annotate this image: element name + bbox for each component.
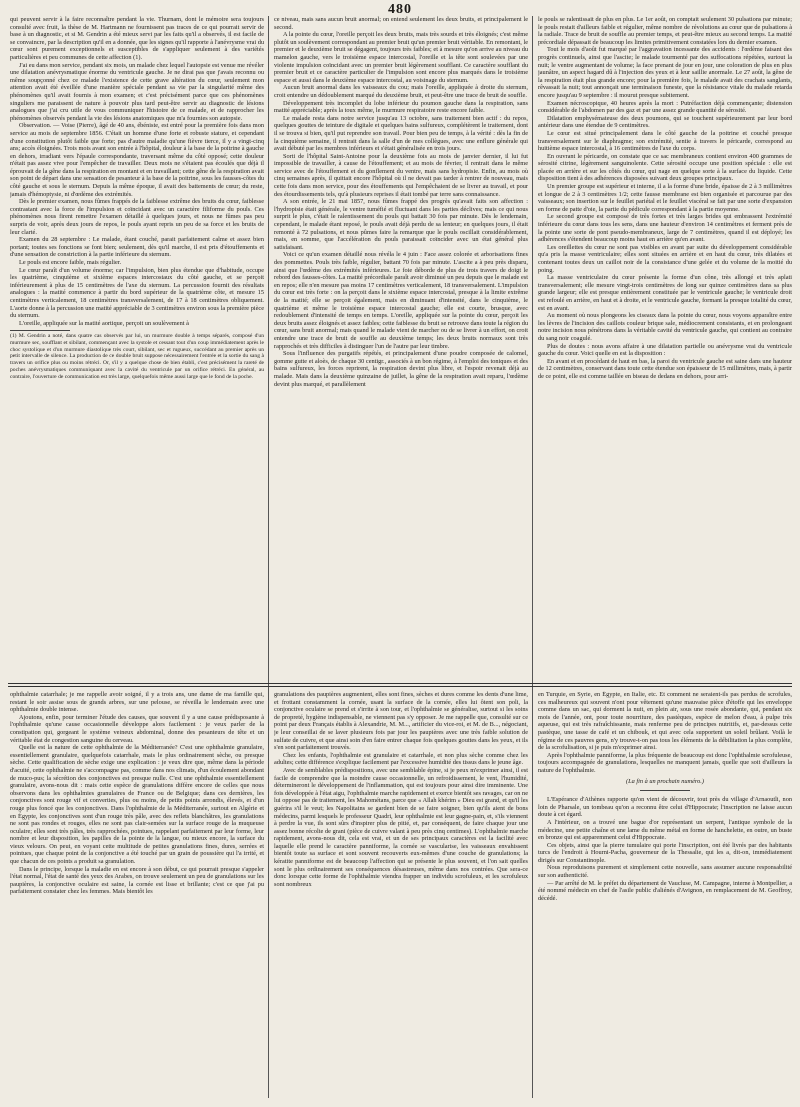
feuilleton-column-2 — [274, 691, 528, 1101]
paragraph: Le cœur paraît d'un volume énorme; car l'impulsion, bien plus étendue que d'habitude, occupe les quatrième, cinquième et sixième espaces intercostaux du côté gauche, et se perçoit inférieurement à plus de 15 centimètres de l'axe du sternum. La percussion fournit des résultats analogues : la matité commence à partir du bord supérieur de la quatrième côte, et mesure 15 centimètres verticalement, 18 centimètres transversalement, de 17 à 18 centimètres obliquement. L'aorte donne à la percussion une matité appréciable de 3 centimètres environ sous la première pièce du sternum. — [10, 266, 264, 320]
continuation-note: (La fin à un prochain numéro.) — [626, 777, 704, 785]
column-divider — [268, 16, 269, 1098]
paragraph: Après l'ophthalmie panniforme, la plus fréquente de beaucoup est donc l'ophthalmie scrofuleuse, toujours accompagnée de granulations, lesquelles ne manquent jamais, quelle que soit d'ailleurs la nature de l'ophthalmie. — [538, 751, 792, 774]
feuilleton-column-1 — [10, 691, 264, 1101]
column-divider — [532, 16, 533, 1098]
section-rule — [8, 686, 792, 687]
paragraph: Quelle est la nature de cette ophthalmie de la Méditerranée? C'est une ophthalmie granulaire, essentiellement granulaire, quelquefois catarrhale, mais le plus ordinairement sèche, ou presque sèche. Cette qualification de sèche exige une explication : je veux dire que, même dans la période d'acuité, cette ophthalmie ne s'accompagne pas, comme dans nos climats, d'un écoulement abondant de muco-pus; la sécrétion des conjonctives est presque nulle. C'est une ophthalmie essentiellement granulaire, avons-nous dit : mais cette espèce de granulations diffère encore de celles que nous observons dans les ophthalmies granulaires de France ou de Belgique; dans ces dernières, les conjonctives sont rouge vif et converties, plus ou moins, de petits points arrondis, élevés, et d'un rouge plus foncé que les conjonctives. Dans l'ophthalmie de la Méditerranée, surtout en Algérie et en Égypte, les conjonctives sont d'un rouge très pâle, avec des reflets blanchâtres, les granulations ne sont pas rondes et rouges, elles ne sont pas clair-semées sur la surface rouge de la muqueuse oculaire; elles sont très pâles, très rapprochées, pointues, rappelant parfaitement par leur forme, leur nombre et leur disposition, les papilles de la pointe de la langue, ou mieux encore, la surface du vieux velours. On peut, en voyant cette multitude de petites granulations fines, dures, serrées et pointues, que chaque point de la conjonctive a été touché par un grain de poussière qui l'a irrité, et que chacun de ces points a produit sa granulation. — [10, 744, 264, 866]
paragraph: En avant et en procédant de haut en bas, la paroi du ventricule gauche est saine dans une hauteur de 12 centimètres, conservant dans toute cette étendue son épaisseur de 15 millimètres, mais, à partir de ce point, elle est comme taillée en biseau de dedans en dehors, pour arri- — [538, 357, 792, 380]
footnote-separator — [10, 330, 70, 331]
footnote: (1) M. Gendrin a noté, dans quatre cas observés par lui, un murmure double à temps séparés, composé d'un murmure sec, soufflant et sibilant, commençant avec la systole et cessant tout d'un coup immédiatement après le choc systolique et d'un murmure diastolique très court, sibilant, sec et rugueux, succédant au premier après un petit intervalle de silence. La production de ce double bruit suppose nécessairement l'entrée et la sortie du sang à travers un orifice plus ou moins rétréci. Or, s'il y a quelque chose de bien établi, c'est précisément la rareté de poches anévrysmatiques communiquant avec la cavité du ventricule par un orifice rétréci. En général, au contraire, l'ouverture de communication est très large, quelquefois même aussi large que le fond de la poche. — [10, 333, 264, 380]
paragraph: — Par arrêté de M. le préfet du département de Vaucluse, M. Campagne, interne à Montpellier, a été nommé médecin en chef de l'asile public d'aliénés d'Avignon, en remplacement de M. Geoffroy, décédé. — [538, 879, 792, 902]
paragraph: Tout le mois d'août fut marqué par l'aggravation incessante des accidents : l'œdème faisant des progrès continuels, ainsi que l'ascite; le malade tourmenté par des suffocations répétées, surtout la nuit; le ventre augmentant de volume; la face prenant de jour en jour, une coloration de plus en plus jaunâtre, un aspect hagard dû à l'injection des yeux et à leur saillie anormale. Le 27 août, la gêne de la respiration était plus grande encore; pour la première fois, le malade avait des crachats sanglants, rêvassait la nuit; tout annonçait une terminaison funeste, que la résistance vitale du malade retarda encore jusqu'au 9 septembre : il mourut presque subitement. — [538, 46, 792, 99]
paragraph: Les oreillettes du cœur ne sont pas visibles en avant par suite du développement considérable qu'a pris la masse ventriculaire; elles sont situées en arrière et en haut du cœur, très dilatées et contenant toutes deux un caillot noir de la consistance d'une gelée et du volume de la moitié du poing. — [538, 243, 792, 274]
paragraph: La masse ventriculaire du cœur présente la forme d'un cône, très allongé et très aplati transversalement; elle mesure vingt-trois centimètres de long sur quinze centimètres dans sa plus grande largeur; elle est presque entièrement constituée par le ventricule gauche; le ventricule droit est refoulé en arrière, en haut et à droite, et le ventricule gauche, formant la presque totalité du cœur, est en avant. — [538, 274, 792, 312]
paragraph: Sorti de l'hôpital Saint-Antoine pour la deuxième fois au mois de janvier dernier, il lui fut impossible de travailler, à cause de l'étouffement; et au mois de février, il rentrait dans le même service avec de l'étouffement et du gonflement du ventre, mais sans hydropisie. Enfin, au mois où cinq semaines après, il quittait encore l'hôpital où il ne devait pas tarder à rentrer de nouveau, mais cette fois dans mon service, pour des étouffements qui l'empêchaient de se livrer au travail, et pour des étourdissements tels, qu'à plusieurs reprises il était tombé par terre sans connaissance. — [274, 152, 528, 198]
paragraph: Examen du 28 septembre : Le malade, étant couché, parait parfaitement calme et assez bien portant; toutes ses fonctions se font bien; seulement, dès qu'il marche, il est pris d'étouffements et d'une sensation de constriction à la partie inférieure du sternum. — [10, 236, 264, 259]
paragraph: J'ai eu dans mon service, pendant six mois, un malade chez lequel l'autopsie est venue me révéler une dilatation anévrysmatique énorme du ventricule gauche. Je ne dirai pas que j'avais reconnu ou même soupçonné chez ce malade l'existence de cette grave altération du cœur, seulement mon attention avait été éveillée d'une manière spéciale pendant sa vie par la singularité même des phénomènes qu'il avait fournis à mon examen; et c'est précisément parce que ces phénomènes singuliers me paraissent de nature à pouvoir plus tard peut-être servir au diagnostic de lésions analogues que j'ai cru utile de vous communiquer l'histoire de ce malade, et de rapprocher les phénomènes observés pendant la vie des lésions anatomiques que m'a fournies son autopsie. — [10, 61, 264, 122]
paragraph: A l'intérieur, on a trouvé une bague d'or représentant un serpent, l'antique symbole de la médecine, une petite chaîne et une lame du même métal en forme de hanchelette, en outre, un buste en bronze qui est apparemment celui d'Hippocrate. — [538, 818, 792, 842]
paragraph: Observation. — Voise (Pierre), âgé de 40 ans, ébéniste, est entré pour la première fois dans mon service au mois de septembre 1856. C'était un homme d'une forte et robuste stature, et cependant d'une constitution plutôt faible que forte; pas d'autre maladie qu'une fièvre tierce, il y a vingt-cinq ans; accès éloignées. Trois mois avant son entrée à l'hôpital, douleur à la base de la poitrine à gauche en dehors, irradiant vers l'épaule correspondante, traversant même du côté opposé; cette douleur n'était pas assez vive pour l'empêcher de travailler. Deux mois ne s'étaient pas écoulés que déjà il éprouvait de la gêne dans la respiration en montant et en travaillant; cette gêne de la respiration avait son point de départ dans une sensation de pesanteur à la base de la poitrine, sous les fausses-côtes du côté gauche et sous le sternum. Depuis la même époque, il avait des battements de cœur; du reste, jamais d'hémoptysie, ni d'œdème des extrémités. — [10, 122, 264, 198]
paragraph: granulations des paupières augmentent, elles sont fines, sèches et dures comme les dents d'une lime, et frottant constamment la cornée, usant la surface de la cornée, elles lui ôtent son poli, la conjonctive oculaire se prend et s'irrite à son tour, et l'ophthalmie se généralise, surtout si les soins de propreté, hygiène indispensable, ne viennent pas s'y opposer. Je me rappelle que, consulté sur ce point par deux Français établis à Alexandrie, M. M..., artificier du vice-roi, et M. de B..., négociant, je leur conseillai de se laver plusieurs fois par jour les paupières avec une très faible solution de sulfate de cuivre, et que ainsi soin d'en faire entrer chaque fois quelques gouttes dans les yeux, et ils s'en sont parfaitement trouvés. — [274, 691, 528, 752]
article-column-2 — [274, 16, 528, 679]
paragraph: L'Espérance d'Athènes rapporte qu'on vient de découvrir, tout près du village d'Arnaoutli, non loin de Pharsale, un tombeau qu'on a reconnu être celui d'Hippocrate; l'inscription ne laisse aucun doute à cet égard. — [538, 796, 792, 819]
paragraph: Aucun bruit anormal dans les vaisseaux du cou; mais l'oreille, appliquée à droite du sternum, croit entendre un dédoublement marqué du deuxième bruit, et peut-être une trace de bruit de souffle. — [274, 84, 528, 99]
paragraph: le pouls se ralentissait de plus en plus. Le 1er août, on comptait seulement 30 pulsations par minute; le pouls restait d'ailleurs faible et régulier, même nombre de révolutions au cœur que de pulsations à la radiale. Trace de bruit de souffle au premier temps, et peut-être mieux au second temps. La matité précordiale dépassait de beaucoup les limites primitivement constatées lors du dernier examen. — [538, 16, 792, 46]
paragraph: Ces objets, ainsi que la pierre tumulaire qui porte l'inscription, ont été livrés par des habitants turcs de l'endroit à Hourni-Pacha, gouverneur de la Thessalie, qui les a, dit-on, immédiatement dirigés sur Constantinople. — [538, 841, 792, 864]
short-rule — [640, 790, 690, 791]
paragraph: Au moment où nous plongeons les ciseaux dans la pointe du cœur, nous voyons apparaître entre les lèvres de l'incision des caillots couleur brique sale, médiocrement consistants, et en prolongeant notre incision nous pénétrons dans la véritable cavité du ventricule gauche, qui contient au contraire du sang noir coagulé. — [538, 312, 792, 342]
paragraph: ophthalmie catarrhale; je me rappelle avoir soigné, il y a trois ans, une dame de ma famille qui, restant le soir assise sous de grands arbres, sur une pelouse, se réveilla le lendemain avec une ophthalmie double intense. — [10, 691, 264, 714]
paragraph: Développement très incomplet du lobe inférieur du poumon gauche dans la respiration, sans matité appréciable; après la toux même, le murmure respiratoire reste encore faible. — [274, 99, 528, 115]
paragraph: Le cœur est situé principalement dans le côté gauche de la poitrine et couché presque transversalement sur le diaphragme; son extrémité, sentie à travers le péricarde, correspond au huitième espace intercostal, à 16 centimètres de l'axe du corps. — [538, 129, 792, 153]
article-column-1 — [10, 16, 264, 679]
paragraph: Avec de semblables prédispositions, avec une semblable épine, si je peux m'exprimer ainsi, il est facile de comprendre que la moindre cause occasionnelle, un refroidissement, le vent, l'humidité, détermineront le développement de l'inflammation, qui est toujours pour ainsi dire imminente. Une fois développée à l'état aigu, l'ophthalmie marche rapidement et exerce bientôt ses ravages, car on ne lui oppose pas de traitement, les Mahométans, parce que « Allah khérim » Dieu est grand, et qu'il les guérira s'il le veut; les Napolitains se gardent bien de se faire soigner, bien qu'ils aient de bons médecins, parmi lesquels le professeur Quadri, leur ophthalmie est leur gagne-pain, et, s'ils viennent à perdre la vue, ils sont sûrs d'inspirer plus de pitié, et, par conséquent, de faire chaque jour une assez bonne récolte de grani (pièce de cuivre valant à peu près cinq centimes). L'ophthalmie marche rapidement, avons-nous dit, cela est vrai, et un de ses principaux caractères est la facilité avec laquelle elle prend le caractère panniforme, la cornée se vascularise, les vaisseaux envahissent bientôt toute sa surface et sont souvent recouverts eux-mêmes d'une couche de granulations; la kératite panniforme est de beaucoup l'affection qui se présente le plus souvent, et l'on sait quelles sont le plus ordinairement ses conséquences désastreuses, même dans nos contrées. Que sera-ce donc lorsque cette forme de l'ophthalmie viendra frapper un individu scrofuleux, et les scrofuleux sont nombreux — [274, 766, 528, 888]
paragraph: Un premier groupe est supérieur et interne, il a la forme d'une bride, épaisse de 2 à 3 millimètres et longue de 2 à 3 centimètres 1/2; cette fausse membrane est bien organisée et parcourue par des vaisseaux; son insertion sur le feuillet pariétal et le feuillet viscéral se fait par une sorte d'expansion en forme de patte d'oie, la partie du pédicule correspondant à la partie moyenne. — [538, 183, 792, 213]
paragraph: A la pointe du cœur, l'oreille perçoit les deux bruits, mais très sourds et très éloignés; c'est même plutôt un soulèvement correspondant au premier bruit qu'un premier bruit véritable. En remontant, le premier et le deuxième bruit se dégagent, toujours très faibles; et à mesure qu'on arrive au niveau du mamelon gauche, vers le troisième espace intercostal, l'oreille et la tête sont soulevées par une violente impulsion coïncidant avec un premier bruit légèrement soufflant. Ce caractère soufflant du premier bruit et ce caractère particulier de l'impulsion sont encore plus marqués dans le troisième espace et aussi dans le deuxième espace intercostal, au voisinage du sternum. — [274, 31, 528, 84]
paragraph: Voici ce qu'un examen détaillé nous révéla le 4 juin : Face assez colorée et arborisations fines des pommettes. Pouls très faible, régulier, battant 70 fois par minute. L'ascite a à peu près disparu, ainsi que l'œdème des extrémités inférieures. Le foie déborde de plus de trois travers de doigt le rebord des fausses-côtes. La matité précordiale paraît avoir diminué un peu depuis que le malade est en repos; elle n'en mesure pas moins 17 centimètres verticalement, 18 transversalement. L'impulsion du cœur est très forte : on la perçoit dans le sixième espace intercostal, presque à la limite extrême de la matité; elle se perçoit également, mais en diminuant d'intensité, dans le cinquième, le quatrième et même le troisième espace intercostal gauche; elle est courte, brusque, avec redoublement d'intensité de temps en temps. L'oreille, appliquée sur la pointe du cœur, perçoit les deux bruits assez éloignés et assez faibles; cette faiblesse du bruit se retrouve dans toute la région du cœur, sans bruit anormal; mais quand le malade vient de marcher ou de se livrer à un effort, on croit entendre une trace de bruit de souffle au deuxième temps; les deux bruits normaux sont très rapprochés et très difficiles à distinguer l'un de l'autre par leur timbre. — [274, 251, 528, 350]
paragraph: Sous l'influence des purgatifs répétés, et principalement d'une poudre composée de calomel, gomme gutte et aloès, de chaque 30 centigr., associés à un bon régime, à l'emploi des toniques et des bains sulfureux, les forces reprirent, la respiration devint plus libre, et l'espoir revenait déjà au malade. Mais dans la deuxième quinzaine de juillet, la gêne de la respiration avait reparu, l'œdème devint plus marqué, et parallèlement — [274, 350, 528, 388]
paragraph: Le pouls est encore faible, mais régulier. — [19, 259, 122, 266]
feuilleton-column-3 — [538, 691, 792, 1101]
page-number: 480 — [388, 2, 412, 17]
paragraph: Plus de doutes : nous avons affaire à une dilatation partielle ou anévrysme vrai du ventricule gauche du cœur. Voici quelle en est la disposition : — [538, 342, 792, 358]
article-column-3 — [538, 16, 792, 679]
paragraph: qui peuvent servir à la faire reconnaître pendant la vie. Thurnam, dont le mémoire sera toujours consulté avec fruit, la thèse de M. Hartmann ne fournissent pas traces de ce qui pourrait servir de base à un diagnostic, et si M. Gendrin a été mieux servi par les faits qu'il a observés, il est facile de se convaincre, par la description qu'il en a donnée, que les signes qu'il rapporte à l'anévrysme vrai du cœur sont purement exceptionnels et susceptibles de s'appliquer seulement à des variétés particulières et peu communes de cette affection (1). — [10, 16, 264, 61]
paragraph: Nous reproduisons purement et simplement cette nouvelle, sans assumer aucune responsabilité sur son authenticité. — [538, 864, 792, 880]
paragraph: Dès le premier examen, nous fûmes frappés de la faiblesse extrême des bruits du cœur, faiblesse contrastant avec la force de l'impulsion et coïncidant avec un caractère filiforme du pouls. Ces phénomènes nous firent remettre l'examen détaillé à quelques jours, et nous ne fûmes pas peu surpris de voir, après deux jours de repos, le pouls ayant repris un peu de sa force et les bruits de leur clarté. — [10, 198, 264, 236]
paragraph: ce niveau, mais sans aucun bruit anormal; on entend seulement les deux bruits, et principalement le second. — [274, 16, 528, 31]
paragraph: Le malade resta dans notre service jusqu'au 13 octobre, sans traitement bien actif : du repos, quelques gouttes de teinture de digitale et quelques bains sulfureux, complétèrent le traitement, dont il se trouva si bien, qu'il put reprendre son travail. Pour bien peu de temps, à la vérité : dès la fin de la cinquième semaine, il rentrait dans la salle d'un de mes collègues, avec une enflure générale qui avait débuté par les membres inférieurs et s'était généralisée en trois jours. — [274, 114, 528, 153]
paragraph: Le second groupe est composé de très fortes et très larges brides qui embrassent l'extrémité inférieure du cœur dans tous les sens, dans une hauteur d'environ 14 centimètres et ferment près de la pointe une sorte de pont pseudo-membraneux, large de 7 centimètres, quand il est déployé; les adhérences s'étendent beaucoup moins haut en arrière qu'en avant. — [538, 213, 792, 244]
section-rule — [8, 683, 792, 684]
paragraph: Ajoutons, enfin, pour terminer l'étude des causes, que souvent il y a une cause prédisposante à l'ophthalmie qu'une cause occasionnelle développe alors facilement : je veux parler de la constipation qui, gorgeant le système veineux abdominal, donne des pesanteurs de tête et un véritable état de congestion sanguine du cerveau. — [10, 713, 264, 744]
paragraph: En ouvrant le péricarde, on constate que ce sac membraneux contient environ 400 grammes de sérosité citrine, légèrement sanguinolente. Cette sérosité occupe une position spéciale : elle est placée en arrière et sur les côtés du cœur, qui nage en quelque sorte à la surface du liquide. Cette disposition tient à des adhérences disposées suivant deux groupes principaux. — [538, 152, 792, 183]
paragraph: Examen nécroscopique, 40 heures après la mort : Putréfaction déjà commençante; distension considérable de l'abdomen par des gaz et par une assez grande quantité de sérosité. — [538, 99, 792, 115]
paragraph: L'oreille, appliquée sur la matité aortique, perçoit un soulèvement à — [19, 319, 189, 327]
paragraph: A son entrée, le 21 mai 1857, nous fûmes frappé des progrès qu'avait faits son affection : l'hydropisie était générale, le ventre tuméfié et fluctuant dans les parties déclives; mais ce qui nous surprit le plus, c'était le ralentissement du pouls qui battait 30 fois par minute. Dès le lendemain, cependant, le malade étant reposé, le pouls avait déjà perdu de sa lenteur; en quelques jours, il était remonté à 72 pulsations, et nous pûmes faire la remarque que le pouls oscillait considérablement, mais, en somme, que l'accélération du pouls paraissait coïncider avec un état général plus satisfaisant. — [274, 198, 528, 251]
paragraph: en Turquie, en Syrie, en Égypte, en Italie, etc. Et comment ne seraient-ils pas perdus de scrofules, ces malheureux qui souvent n'ont pour vêtement qu'une mauvaise pièce d'étoffe qui les enveloppe comme dans un sac, qui dorment la nuit, en plein air, sous une rosée abondante, qui, pendant six mois de l'année, ont, pour toute nourriture, des pastèques, espèce de melon d'eau, à pulpe très aqueuse, qui est très rafraîchissante, mais renferme peu de principes nutritifs, et, par-dessus cette pastèque, une tasse de café et un chibouk, et qui avec cela supportent un soleil brûlant. Voilà le régime de ces pauvres gens, n'y trouve-t-on pas tous les éléments de la débilitation la plus complète, de la scrofulisation, si je puis m'exprimer ainsi. — [538, 691, 792, 752]
paragraph: Dans le principe, lorsque la maladie en est encore à son début, ce qui pourrait presque s'appeler l'état normal, l'état de santé des yeux des Arabes, on trouve seulement un peu de granulations sur les paupières, la conjonctive oculaire est saine, la cornée est lisse et brillante; c'est ce que j'ai pu parfaitement constater chez les femmes. Mais bientôt les — [10, 865, 264, 896]
paragraph: Chez les enfants, l'ophthalmie est granulaire et catarrhale, et non plus sèche comme chez les adultes; cette différence s'explique facilement par l'excessive humidité des tissus dans le jeune âge. — [274, 751, 528, 767]
paragraph: Dilatation emphysémateuse des deux poumons, qui se touchent supérieurement par leur bord antérieur dans une étendue de 9 centimètres. — [538, 114, 792, 130]
